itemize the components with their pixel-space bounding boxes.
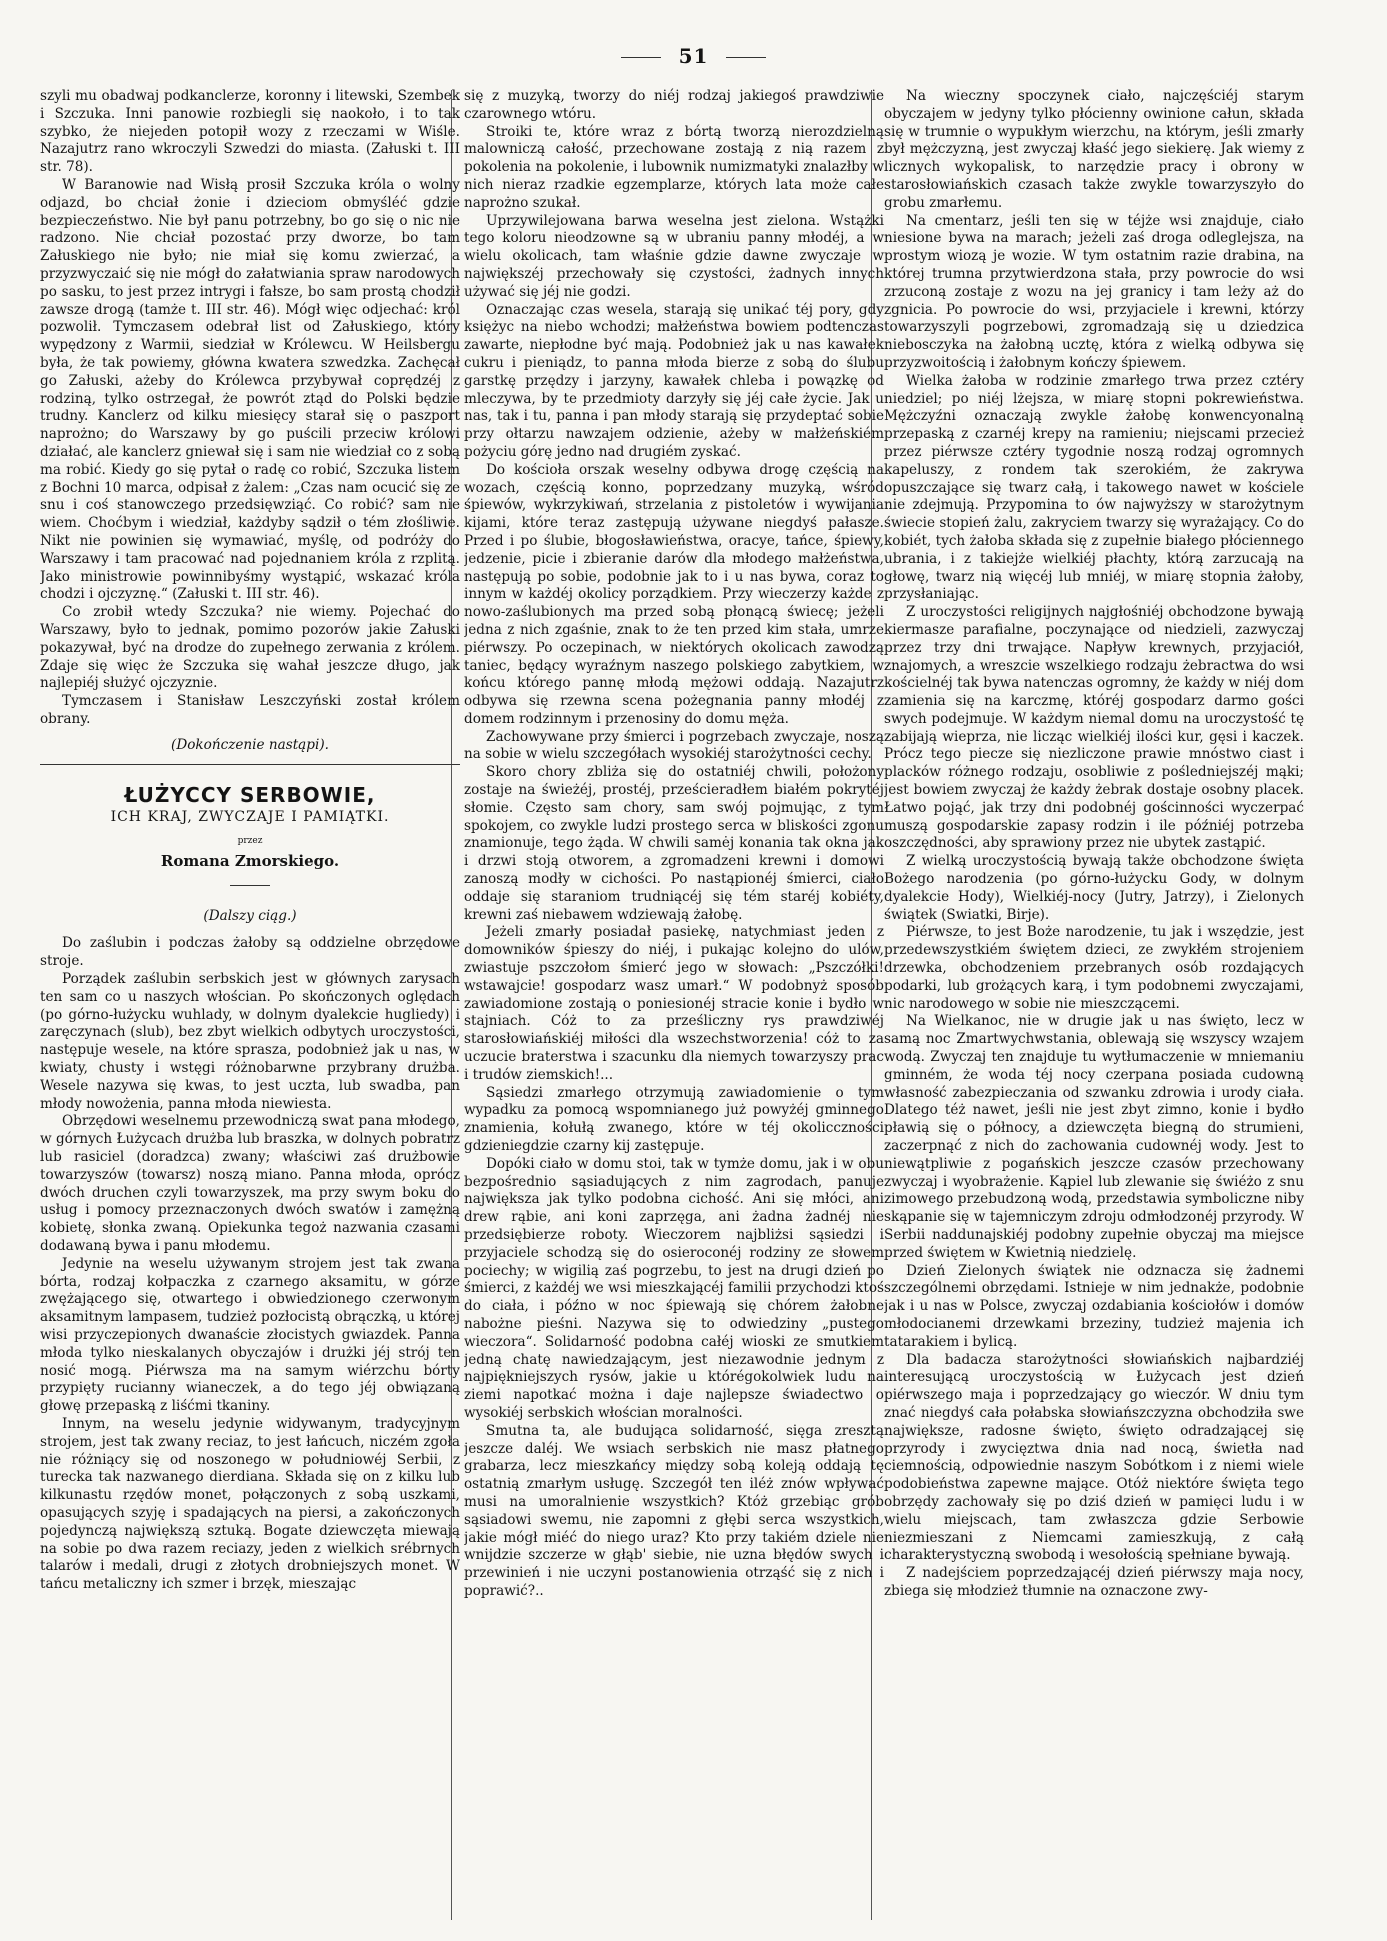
paragraph: Skoro chory zbliża się do ostatniéj chwili, położony zostaje na świeżéj, prostéj, prześcieradłem białém pokrytéj słomie. Często sam chory, sam swój pojmując, z tym spokojem, co zwykle ludzi prostego serca w bliskości zgonu znamionuje, tego żąda. W chwili samėj konania tak okna jak i drzwi stoją otworem, a zgromadzeni krewni i domowi zanoszą modły w cichości. Po nastąpionéj śmierci, ciało oddaje się staraniom trudniącéj się tém staréj kobiéty, krewni zaś niebawem wdziewają żałobę. — [464, 764, 884, 923]
paragraph: Wielka żałoba w rodzinie zmarłego trwa przez cztéry niedziel; po niéj lżejsza, w miarę stopni pokrewieństwa. Mężczyźni oznaczają zwykle żałobę konwencyonalną przepaską z czarnéj krepy na ramieniu; niejscami przecież przez piérwsze cztéry tygodnie noszą rodzaj ogromnych kapeluszy, z rondem tak szerokiém, że zakrywa opuszczające się twarz całą, i takowego nawet w kościele nie zdejmują. Przypomina to ów najwyższy w starożytnym świecie stopień żalu, zakryciem twarzy się wyrażający. Co do kobiét, tych żałoba składa się z zupełnie białego płóciennego ubrania, i z takiejże wielkiéj płachty, którą zarzucają na głowę, twarz nią więcéj lub mniéj, w miarę stopnia żałoby, przysłaniając. — [884, 372, 1304, 603]
page-number-dash-left — [621, 57, 661, 58]
column-1 — [40, 88, 460, 1928]
paragraph: Na wieczny spoczynek ciało, najczęściéj starym obyczajem w jedyny tylko płócienny owinione całun, składa się w trumnie o wypukłym wierzchu, na którym, jeśli zmarły był mężczyzną, jest zwyczaj kłaść jego siekierę. Jak wiemy z licznych wykopalisk, to narzędzie pracy i obrony w starosłowiańskich czasach także zwykle towarzyszyło do grobu zmarłemu. — [884, 88, 1304, 211]
paragraph: Smutna ta, ale budująca solidarność, sięga zresztą jeszcze daléj. We wsiach serbskich nie masz płatnego grabarza, lecz mieszkańcy między sobą koleją oddają tę ostatnią zmarłym usługę. Szczegół ten iléż znów wpływać musi na umoralnienie wszystkich? Któż grzebiąc grób sąsiadowi swemu, nie zapomni z głębi serca wszystkich, jakie mógł miéć do niego uraz? Kto przy takiém dziele nie wnijdzie szczerze w głąb' siebie, nie uzna błędów swych i przewinień i nie uczyni postanowienia otrząść się z nich i poprawić?.. — [464, 1422, 884, 1599]
paragraph: Uprzywilejowana barwa weselna jest zielona. Wstążki tego koloru nieodzowne są w ubraniu panny młodéj, a w wielu okolicach, tam właśnie gdzie dawne zwyczaje w największéj przechowały się czystości, żadnych innych używać się jéj nie godzi. — [464, 212, 884, 300]
paragraph: szyli mu obadwaj podkanclerze, koronny i litewski, Szembek i Szczuka. Inni panowie rozbiegli się naokoło, i to tak szybko, że niejeden potopił wozy z rzeczami w Wiśle. Nazajutrz rano wkroczyli Szwedzi do miasta. (Załuski t. III str. 78). — [40, 88, 460, 176]
article-by: przez — [237, 836, 263, 847]
paragraph: Z uroczystości religijnych najgłośniéj obchodzone bywają kiermasze parafialne, poczynające od niedzieli, zazwyczaj przez trzy dni trwające. Napływ krewnych, przyjaciół, znajomych, a wreszcie wszelkiego rodzaju żebractwa do wsi kościelnéj tak bywa natenczas ogromny, że każdy w niéj dom zamienia się na karczmę, któréj gospodarz darmo gości swych podejmuje. W każdym niemal domu na uroczystość tę zabijają wieprza, nie licząc wielkiéj ilości kur, gęsi i kaczek. Prócz tego piecze się niezliczone prawie mnóstwo ciast i placków różnego rodzaju, osobliwie z pośledniejszéj mąki; jest bowiem zwyczaj że każdy żebrak dostaje osobny placek. Łatwo pojąć, jak trzy dni podobnéj gościnności wyczerpać muszą gospodarskie zapasy rodzin i ile późniéj potrzeba oszczędności, aby sprawiony przez nie ubytek zastąpić. — [884, 604, 1304, 852]
paragraph: Dzień Zielonych świątek nie odznacza się żadnemi szczególnemi obrzędami. Istnieje w nim jednakże, podobnie jak i u nas w Polsce, zwyczaj ozdabiania kościołów i domów młodocianemi drzewkami brzeziny, tudzież majenia ich tatarakiem i bylicą. — [884, 1262, 1304, 1350]
paragraph: Z wielką uroczystością bywają także obchodzone święta Bożego narodzenia (po górno-łużycku Gody, w dolnym dyalekcie Hody), Wielkiéj-nocy (Jutry, Jatrzy), i Zielonych świątek (Swiatki, Birje). — [884, 853, 1304, 923]
paragraph: Z nadejściem poprzedzającéj dzień piérwszy maja nocy, zbiega się młodzież tłumnie na oznaczone zwy- — [884, 1565, 1304, 1599]
paragraph: Innym, na weselu jedynie widywanym, tradycyjnym strojem, jest tak zwany reciaz, to jest łańcuch, niczém zgoła nie różniący się od noszonego w południowéj Serbii, z turecka tak nazwanego dierdiana. Składa się on z kilku lub kilkunastu rzędów monet, połączonych z sobą uszkami, opasujących szyję i spadających na piersi, a zakończonych pojedynczą największą sztuką. Bogate dziewczęta miewają na sobie po dwa razem reciazy, jeden z wielkich srébrnych talarów i medali, drugi z złotych drobniejszych monet. W tańcu metaliczny ich szmer i brzęk, mieszając — [40, 1415, 460, 1593]
page-number-row — [0, 44, 1387, 68]
paragraph: Zachowywane przy śmierci i pogrzebach zwyczaje, noszą na sobie w wielu szczegółach wysokiéj starożytności cechy. — [464, 728, 884, 763]
section-divider — [40, 764, 460, 765]
paragraph: Dla badacza starożytności słowiańskich najbardziéj interesującą uroczystością w Łużycach jest dzień piérwszego maja i poprzedzający go wieczór. W dniu tym znać niegdyś cała połabska słowiańszczyzna obchodziła swe największe, radosne święto, święto odradzającej się przyrody i zwycięztwa dnia nad nocą, świetła nad ciemnością, odpowiednie naszym Sobótkom i z niemi wiele podobieństwa zapewne mające. Otóż niektóre święta tego obrzędy zachowały się po dziś dzień w pamięci ludu i w wielu miejscach, tam zwłaszcza gdzie Serbowie niezmieszani z Niemcami zamieszkują, z całą charakterystyczną swobodą i wesołością spełniane bywają. — [884, 1351, 1304, 1564]
paragraph: Sąsiedzi zmarłego otrzymują zawiadomienie o tym wypadku za pomocą wspomnianego już powyżéj gminnego znamienia, kołułą zwanego, które w téj okolicczności gdzieniegdzie czarny kij zastępuje. — [464, 1084, 884, 1155]
paragraph: Na Wielkanoc, nie w drugie jak u nas święto, lecz w samą noc Zmartwychwstania, oblewają się wszyscy wzajem wodą. Zwyczaj ten znajduje tu wytłumaczenie w mniemaniu gminném, że woda téj nocy czerpana posiada cudowną własność zabezpieczania od szwanku zdrowia i urody ciała. Dlatego téż nawet, jeśli nie jest zbyt zimno, konie i bydło pławią się o północy, a dziewczęta biegną do strumieni, zaczerpnąć z nich do zachowania cudownéj wody. Jest to niewątpliwie z pogańskich jeszcze czasów przechowany zwyczaj i wyobrażenie. Kąpiel lub zlewanie się świéżo z snu zimowego przebudzoną wodą, przedstawia symboliczne niby skąpanie się w tajemniczym zdroju odmłodzonéj przyrody. W Serbii naddunajskiéj podobny zupełnie obyczaj ma miejsce przed świętem w Kwietnią niedzielę. — [884, 1013, 1304, 1261]
column-2 — [464, 88, 884, 1928]
paragraph: Porządek zaślubin serbskich jest w głównych zarysach ten sam co u naszych włościan. Po skończonych oględach (po górno-łużycku wuhlady, w dolnym dyalekcie hugliedy) i zaręczynach (slub), bez zbyt wielkich odbytych uroczystości, następuje wesele, na które sprasza, podobnież jak u nas, w kwiaty, chusty i wstęgi różnobarwne przybrany drużba. Wesele nazywa się kwas, to jest uczta, lub swadba, pan młody nowożenia, panna młoda niewiesta. — [40, 971, 460, 1112]
paragraph: Jedynie na weselu używanym strojem jest tak zwana bórta, rodzaj kołpaczka z czarnego aksamitu, w górze zwężającego się, otwartego i obwiedzionego czerwonym aksamitnym lampasem, tudzież pozłocistą obrączką, u której wisi przyczepionych dwanaście złocistych gwiazdek. Panna młoda tylko nieskalanych obyczajów i drużki jéj strój ten nosić mogą. Piérwsza ma na samym wiérzchu bórty przypięty rucianny wianeczek, a do tego jéj obwiązaną głowę przepaską z liśćmi tkaniny. — [40, 1255, 460, 1415]
paragraph: Jeżeli zmarły posiadał pasiekę, natychmiast jeden z domowników śpieszy do niéj, i pukając kolejno do ulów, zwiastuje pszczołom śmierć jego w słowach: „Pszczółki! wstawajcie! gospodarz wasz umarł.“ W podobnyż sposób zawiadomione zostają o poniesionéj stracie konie i bydło w stajniach. Cóż to za prześliczny rys prawdziwéj starosłowiańskiéj miłości dla wszechstworzenia! cóż to za uczucie braterstwa i szacunku dla niemych towarzyszy prac i trudów ziemskich!... — [464, 924, 884, 1083]
paragraph: Oznaczając czas wesela, starają się unikać téj pory, gdy księżyc na niebo wchodzi; małżeństwa bowiem podtenczas zawarte, niepłodne być mają. Podobnież jak u nas kawałek cukru i pieniądz, to panna młoda bierze z sobą do ślubu garstkę przędzy i jarzyny, kawałek chleba i powązkę od mleczywa, by te przedmioty darzyły się jéj całe życie. Jak u nas, tak i tu, panna i pan młody starają się przydeptać sobie przy ołtarzu nawzajem odzienie, ażeby w małżeńskiém pożyciu górę jedno nad drugiém zyskać. — [464, 301, 884, 460]
paragraph: Na cmentarz, jeśli ten się w téjże wsi znajduje, ciało niesione bywa na marach; jeżeli zaś droga odleglejsza, na prostym wiozą je wozie. W tym ostatnim razie drabina, na której trumna przytwierdzona stała, przy powrocie do wsi zrzuconą zostaje z wozu na jej granicy i tam leży aż do zgnicia. Po powrocie do wsi, przyjaciele i krewni, którzy towarzyszyli pogrzebowi, zgromadzają się u dziedzica niebosczyka na żałobną ucztę, która z wielką odbywa się przyzwoitością i żałobnym kończy śpiewem. — [884, 212, 1304, 371]
paragraph: Stroiki te, które wraz z bórtą tworzą nierozdzielną malowniczą całość, przechowane zostają z nią razem z pokolenia na pokolenie, i lubownik numizmatyki znalazłby w nich nieraz rzadkie egzemplarze, których lata może całe naprożno szukał. — [464, 123, 884, 211]
paragraph: Do zaślubin i podczas żałoby są oddzielne obrzędowe stroje. — [40, 935, 460, 970]
continuation-tag: (Dalszy ciąg.) — [203, 907, 297, 924]
paragraph: Piérwsze, to jest Boże narodzenie, tu jak i wszędzie, jest przedewszystkiém świętem dzieci, ze zwykłém strojeniem drzewka, obchodzeniem przebranych osób rozdających podarki, lub grożących karą, i tym podobnemi zwyczajami, nic narodowego w sobie nie mieszczącemi. — [884, 924, 1304, 1012]
column-3 — [884, 88, 1304, 1928]
article-subtitle: ICH KRAJ, ZWYCZAJE I PAMIĄTKI. — [110, 809, 390, 826]
paragraph: Dopóki ciało w domu stoi, tak w tymże domu, jak i w obu bezpośrednio sąsiadujących z nim zagrodach, panuje największa jak tylko podobna cichość. Ani się młóci, ani drew rąbie, ani koni zaprzęga, ani żadna żadnéj nie przedsiębierze roboty. Wieczorem najbliżsi sąsiedzi i przyjaciele schodzą się do osieroconéj rodziny ze słowem pociechy; w wigilią zaś pogrzebu, to jest na drugi dzień po śmierci, z każdéj we wsi mieszkającéj familii przychodzi ktoś do ciała, i późno w noc śpiewają się chórem żałobne nabożne pieśni. Nazywa się to odwiedziny „pustego wieczora“. Solidarność podobna całéj wioski ze smutkiem jedną chatę nawiedzającym, jest niezawodnie jednym z najpiękniejszych rysów, jakie u którégokolwiek ludu na ziemi napotkać można i daje najlepsze świadectwo o wysokiéj serbskich włościan moralności. — [464, 1155, 884, 1421]
paragraph: Obrzędowi weselnemu przewodniczą swat pana młodego, w górnych Łużycach drużba lub braszka, w dolnych pobratrz lub rasiciel (doradzca) zwany; właściwi zaś drużbowie towarzyszów (towarsz) noszą miano. Panna młoda, oprócz dwóch druchen czyli towarzyszek, ma przy swym boku do usług i pomocy przeznaczonych dwóch swatów i zamężną kobietę, słonka zwaną. Opiekunka tegoż nazwania czasami dodawaną bywa i panu młodemu. — [40, 1113, 460, 1255]
paragraph: Tymczasem i Stanisław Leszczyński został królem obrany. — [40, 693, 460, 727]
article-title: ŁUŻYCCY SERBOWIE, — [124, 783, 376, 808]
paragraph: Co zrobił wtedy Szczuka? nie wiemy. Pojechać do Warszawy, było to jednak, pomimo pozorów jakie Załuski pokazywał, być na drodze do zupełnego zerwania z królem. Zdaje się więc że Szczuka się wahał jeszcze długo, jak najlepiéj służyć ojczyznie. — [40, 604, 460, 692]
article-author: Romana Zmorskiego. — [160, 851, 340, 870]
page-number-dash-right — [726, 57, 766, 58]
paragraph: W Baranowie nad Wisłą prosił Szczuka króla o wolny odjazd, bo chciał żonie i dzieciom obmyśléć gdzie bezpieczeństwo. Nie był panu potrzebny, bo go się o nic nie radzono. Nie chciał pozostać przy dworze, bo tam Załuskiego nie było; nie miał się komu zwierzać, a przyzwyczaić się nie mógł do załatwiania spraw narodowych po sasku, to jest przez intrygi i fałsze, bo sam prostą chodził zawsze drogą (tamże t. III str. 46). Mógł więc odjechać: król pozwolił. Tymczasem odebrał list od Załuskiego, który wypędzony z Warmii, siedział w Królewcu. W Heilsbergu była, że tak powiemy, główna kwatera szwedzka. Zachęcał go Załuski, ażeby do Królewca przybywał coprędzéj z rodziną, tylko ostrzegał, że powrót ztąd do Polski będzie trudny. Kanclerz od kilku miesięcy starał się o paszport naprożno; do Warszawy by go puścili przeciw królowi działać, ale kanclerz gniewał się i sam nie wiedział co z sobą ma robić. Kiedy go się pytał o radę co robić, Szczuka listem z Bochni 10 marca, odpisał z żalem: „Czas nam ocucić się ze snu i coś stanowczego przedsięwziąć. Co robić? sam nie wiem. Choćbym i wiedział, każdyby sądził o tém złośliwie. Nikt nie powinien się wymawiać, myślę, od podróży do Warszawy i tam pracować nad pojednaniem króla z rzplitą. Jako ministrowie powinnibyśmy wystąpić, wskazać króla chodzi i ojczyznę.“ (Załuski t. III str. 46). — [40, 176, 460, 603]
continuation-note: (Dokończenie nastąpi). — [171, 736, 329, 753]
paragraph: się z muzyką, tworzy do niéj rodzaj jakiegoś prawdziwie czarownego wtóru. — [464, 88, 884, 122]
page-number: 51 — [678, 44, 709, 68]
paragraph: Do kościoła orszak weselny odbywa drogę częścią na wozach, częścią konno, poprzedzany muzyką, wśród śpiewów, wykrzykiwań, strzelania z pistoletów i wywijania kijami, które teraz zastępują używane niegdyś pałasze. Przed i po ślubie, błogosławieństwa, oracye, tańce, śpiewy, jedzenie, picie i zbieranie darów dla młodego małżeństwa, następują po sobie, podobnie jak to i u nas bywa, coraz to innym w każdéj okolicy porządkiem. Przy wieczerzy każde z nowo-zaślubionych ma przed sobą płonącą świecę; jeżeli jedna z nich zgaśnie, znak to że ten przed kim stała, umrze piérwszy. Po oczepinach, w niektórych okolicach zawodzą taniec, będący wyraźnym naszego polskiego zabytkiem, w końcu którego pannę młodą mężowi oddają. Nazajutrz odbywa się rzewna scena pożegnania panny młodéj z domem rodzinnym i przenosiny do domu męża. — [464, 461, 884, 727]
short-divider — [230, 885, 270, 886]
